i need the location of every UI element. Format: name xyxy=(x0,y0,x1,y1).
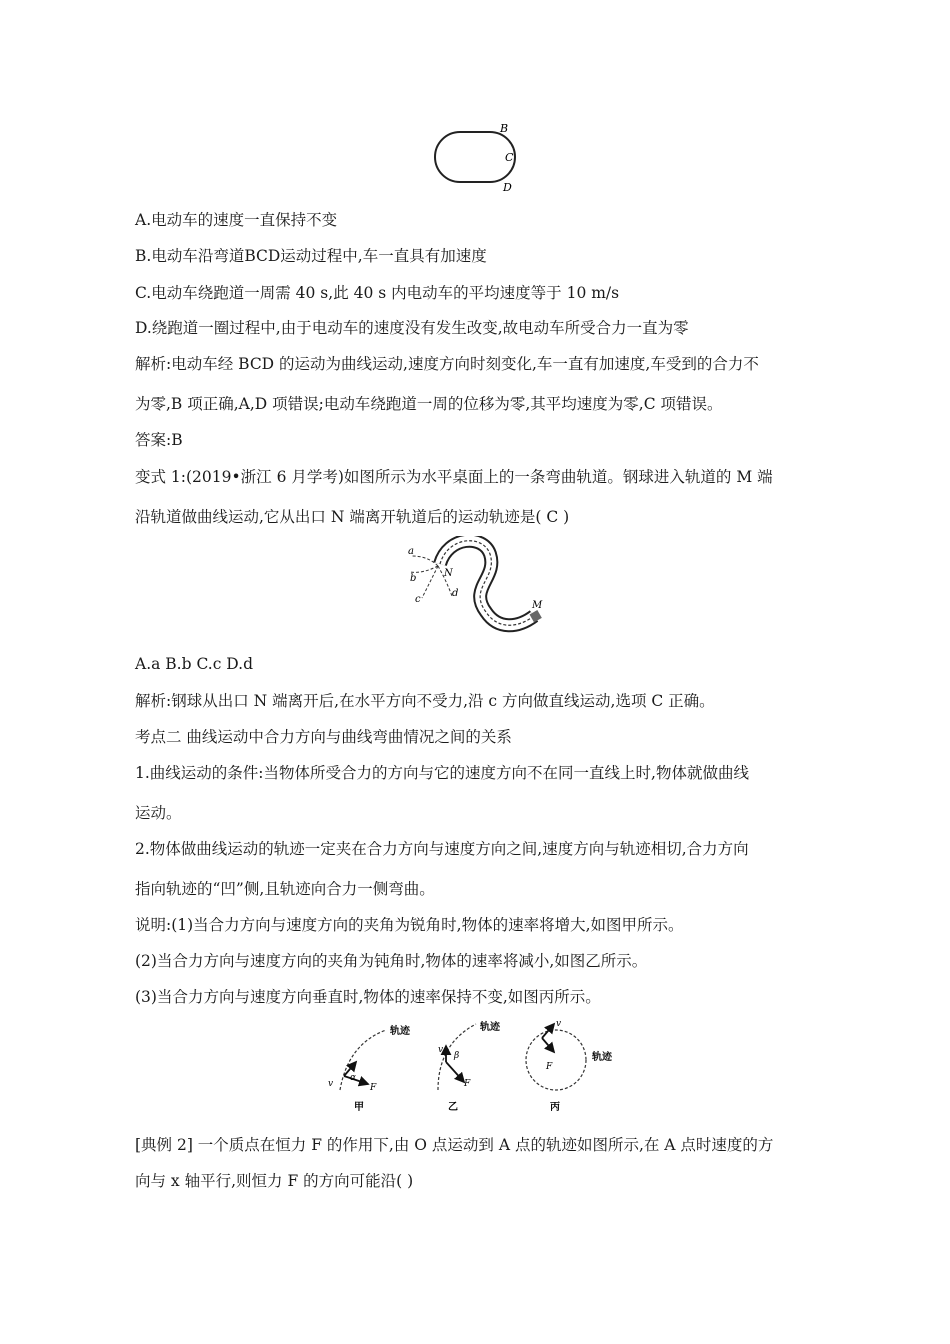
guiji-label-bing: 轨迹 xyxy=(592,1052,612,1063)
caption-bing: 丙 xyxy=(550,1102,560,1113)
variant-1-line-1: 变式 1:(2019•浙江 6 月学考)如图所示为水平桌面上的一条弯曲轨道。钢球进入轨道的 M 端 xyxy=(135,468,773,486)
options-2: A.a B.b C.c D.d xyxy=(135,655,254,673)
label-b: B xyxy=(500,122,509,135)
v-label-jia: v xyxy=(328,1079,334,1089)
label-a: a xyxy=(408,546,414,557)
analysis-1-line-1: 解析:电动车经 BCD 的运动为曲线运动,速度方向时刻变化,车一直有加速度,车受到的合力不 xyxy=(135,355,759,373)
label-c: c xyxy=(415,594,421,605)
curved-track-figure xyxy=(398,536,558,638)
label-d: D xyxy=(503,181,512,194)
note-3: (3)当合力方向与速度方向垂直时,物体的速率保持不变,如图丙所示。 xyxy=(135,988,601,1006)
f-label-jia: F xyxy=(370,1083,377,1093)
example-2-line-1: [典例 2] 一个质点在恒力 F 的作用下,由 O 点运动到 A 点的轨迹如图所示,在 A 点时速度的方 xyxy=(135,1136,774,1154)
caption-yi: 乙 xyxy=(448,1102,458,1113)
trajectory-bing xyxy=(526,1030,586,1090)
option-d: D.绕跑道一圈过程中,由于电动车的速度没有发生改变,故电动车所受合力一直为零 xyxy=(135,319,689,337)
point-2-line-1: 2.物体做曲线运动的轨迹一定夹在合力方向与速度方向之间,速度方向与轨迹相切,合力方向 xyxy=(135,840,749,858)
option-b: B.电动车沿弯道BCD运动过程中,车一直具有加速度 xyxy=(135,247,487,265)
option-c: C.电动车绕跑道一周需 40 s,此 40 s 内电动车的平均速度等于 10 m/s xyxy=(135,284,620,302)
trajectory-jia xyxy=(340,1030,386,1090)
velocity-arrow-bing xyxy=(542,1024,554,1038)
analysis-1-line-2: 为零,B 项正确,A,D 项错误;电动车绕跑道一周的位移为零,其平均速度为零,C 项错误。 xyxy=(135,395,723,413)
point-1-line-1: 1.曲线运动的条件:当物体所受合力的方向与它的速度方向不在同一直线上时,物体就做曲线 xyxy=(135,764,749,782)
force-direction-figures xyxy=(320,1014,640,1120)
trajectory-b xyxy=(410,566,438,572)
force-arrow-bing xyxy=(542,1038,554,1052)
guiji-label-yi: 轨迹 xyxy=(480,1022,500,1033)
point-1-line-2: 运动。 xyxy=(135,804,182,822)
label-c: C xyxy=(505,151,514,164)
answer: 答案:B xyxy=(135,431,183,449)
label-n: N xyxy=(444,568,453,579)
label-b: b xyxy=(410,573,417,584)
v-label-yi: v xyxy=(438,1045,444,1055)
racetrack-outline xyxy=(435,132,515,182)
alpha-label: α xyxy=(350,1073,357,1083)
trajectory-c xyxy=(422,566,438,598)
point-2-line-2: 指向轨迹的“凹”侧,且轨迹向合力一侧弯曲。 xyxy=(135,880,435,898)
guiji-label-jia: 轨迹 xyxy=(390,1026,410,1037)
beta-label: β xyxy=(454,1051,460,1061)
caption-jia: 甲 xyxy=(354,1102,364,1113)
example-2-line-2: 向与 x 轴平行,则恒力 F 的方向可能沿( ) xyxy=(135,1172,414,1190)
racetrack-figure xyxy=(420,118,530,198)
analysis-2: 解析:钢球从出口 N 端离开后,在水平方向不受力,沿 c 方向做直线运动,选项 C 正确。 xyxy=(135,692,715,710)
variant-1-line-2: 沿轨道做曲线运动,它从出口 N 端离开轨道后的运动轨迹是( C ) xyxy=(135,508,570,526)
force-arrow-yi xyxy=(446,1062,464,1082)
v-label-bing: v xyxy=(556,1019,562,1029)
note-2: (2)当合力方向与速度方向的夹角为钝角时,物体的速率将减小,如图乙所示。 xyxy=(135,952,648,970)
label-m: M xyxy=(532,600,543,611)
note-1: 说明:(1)当合力方向与速度方向的夹角为锐角时,物体的速率将增大,如图甲所示。 xyxy=(135,916,684,934)
f-label-bing: F xyxy=(546,1062,553,1072)
section-heading: 考点二 曲线运动中合力方向与曲线弯曲情况之间的关系 xyxy=(135,728,512,746)
f-label-yi: F xyxy=(464,1079,471,1089)
option-a: A.电动车的速度一直保持不变 xyxy=(135,211,338,229)
label-d: d xyxy=(452,588,459,599)
